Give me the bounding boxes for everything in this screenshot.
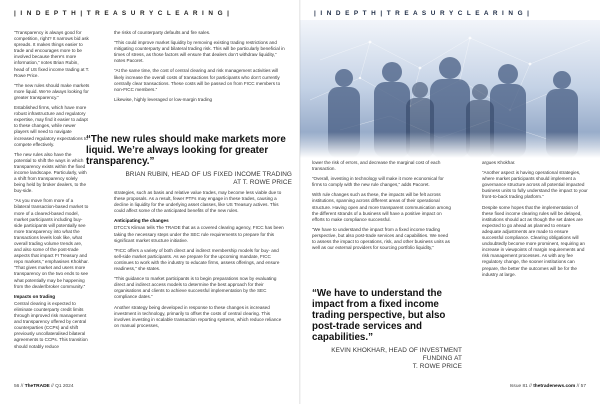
paragraph: “Transparency is always good for competition, right? It narrows bid ask spreads. It makes things easier to trade and encourages more to be involved because there’s more information,” notes Brian Rubin, head of US fixed income trading at T. Rowe Price. (14, 30, 90, 78)
paragraph: “This guidance to market participants is to begin preparations now by evaluating direct and indirect access models to determine the best approach for their organisations and clients to achieve successful implementation by the SEC compliance dates.” (114, 276, 277, 300)
issue-label: Q1 2024 (55, 384, 74, 389)
paragraph: “FICC offers a variety of both direct and indirect membership models for buy- and sell-side market participants. As we prepare for the upcoming mandate, FICC continues to work with the industry to educate firms, assess offerings, and ensure readiness,” she states. (114, 247, 280, 272)
spread-gutter (299, 0, 301, 404)
paragraph: Established firms, which have more robust infrastructure and regulatory expertise, may find it easier to adapt to these changes, while newer players will need to navigate increased regulatory expectations to compete effectively. (14, 105, 88, 147)
paragraph: Central clearing is expected to eliminate counterparty credit limits through improved risk management and transparency offered by central counterparties (CCPs) and shift previously uncollateralised bilateral agreements to CCPs. This transition should notably reduce (14, 300, 88, 349)
paragraph: “Another aspect is having operational strategies, where market participants should implement a governance structure across all potential impacted business units to fully understand the impact to your front-to-back trading platform.” (482, 170, 588, 200)
paragraph: “At the same time, the cost of central clearing and risk management activities will likely increase the overall costs of transactions for participants who don’t currently centrally clear transactions. These costs will be passed on from FICC members to non-FICC members.” (114, 68, 281, 92)
folio-right: Issue 81 // thetradenews.com // 57 (509, 384, 586, 389)
page-number: 56 (14, 384, 20, 389)
folio-left: 56 // TheTRADE // Q1 2024 (14, 384, 74, 389)
left-column-2-top (114, 30, 286, 128)
paragraph: “Overall, investing in technology will make it more economical for firms to comply with the new rule changes,” adds Pacoret. (312, 176, 444, 188)
subhead-impacts: Impacts on trading (14, 293, 56, 299)
paragraph: With rule changes such as these, the impacts will be felt across institutions, spanning across different areas of their operational structure. Having open and more transparent communication among the different strands of a business will have a positive impact on efforts to make compliance successful. (312, 192, 451, 222)
pull-quote-attribution (312, 347, 462, 371)
paragraph: the risks of counterparty defaults and fire sales. (114, 30, 211, 35)
section-label: | I N D E P T H | T R E A S U R Y C L E A R I N G | (314, 10, 531, 17)
website-name: thetradenews.com (533, 384, 576, 389)
attribution-line: BRIAN RUBIN, HEAD OF US FIXED INCOME TRADING (125, 171, 292, 178)
paragraph: Another strategy being developed in response to these changes is increased investment in technology, primarily to offset the costs of central clearing. This involves investing in scalable transaction reporting systems, which reduce reliance on manual processes, (114, 304, 282, 328)
pull-quote-text: “We have to understand the impact from a fixed income trading perspective, but also post-trade services and capabilities.” (312, 288, 446, 343)
pull-quote-attribution (86, 171, 292, 187)
right-column-2 (482, 160, 588, 382)
paragraph: Likewise, highly leveraged or low-margin trading (114, 96, 213, 102)
paragraph: “The new rules should make markets more liquid. We’re always looking for greater transparency.” (14, 82, 90, 100)
paragraph: argues Khokhar. (482, 160, 516, 165)
pull-quote (312, 288, 462, 371)
section-label: | I N D E P T H | T R E A S U R Y C L E A R I N G | (14, 10, 231, 17)
left-column-2-bottom (114, 190, 286, 382)
paragraph: lower the risk of errors, and decrease the marginal cost of each transaction. (312, 160, 441, 172)
pull-quote (86, 134, 292, 187)
subhead-anticipating: Anticipating the changes (114, 218, 169, 224)
attribution-line: KEVIN KHOKHAR, HEAD OF INVESTMENT FUNDING AT (331, 347, 462, 362)
issue-label: Issue 81 (509, 384, 528, 389)
paragraph: Despite some hopes that the implementation of these fixed income clearing rules will be delayed, institutions should act as though the set dates are expected to go ahead as planned to ensure adequate adjustments are made to ensure successful compliance. Clearing obligations will undoubtedly become more prominent, requiring an increase in viewpoints of margin requirements and risk management processes. As with any fee regulatory change, the sooner institutions can prepare, the better the outcomes will be for the industry at large. (482, 204, 585, 277)
pull-quote-text: “The new rules should make markets more liquid. We’re always looking for greater transparency.” (86, 134, 286, 167)
paragraph: strategies, such as basis and relative value trades, may become less viable due to these proposals. As a result, fewer PTFs may engage in these trades, causing a decline in liquidity for the underlying asset classes, like US Treasury actives. This could affect some of the anticipated benefits of the new rules. (114, 190, 282, 214)
magazine-name: TheTRADE (24, 384, 50, 389)
hero-fade (300, 132, 600, 158)
right-column-1 (312, 160, 452, 270)
left-column-1 (14, 30, 90, 382)
paragraph: “This could improve market liquidity by removing existing trading restrictions and mitigating counterparty and bilateral trading risk. This will be particularly beneficial in times of stress, as those factors will ensure that dealers don’t withdraw liquidity,” notes Pacoret. (114, 40, 285, 64)
right-page (300, 0, 600, 404)
paragraph: “We have to understand the impact from a fixed income trading perspective, but also post-trade services and capabilities. We need to assess the impact to operations, risk, and other business units as well as our external providers for sourcing portfolio liquidity,” (312, 226, 450, 251)
paragraph: “As you move from more of a bilateral transaction-based market to more of a cleared-based model, market participants including buy-side participants will potentially see more transparency into what the transactions levels look like, what overall trading volume trends are, and also some of the post-trade aspects that impact FI Treasury and repo markets,” emphasises Khokhar. “That gives market and users more transparency on the two ends to see what potentially may be happening from the dealer/broker community.” (14, 198, 89, 289)
attribution-line: T. ROWE PRICE (412, 363, 462, 370)
paragraph: The new rules also have the potential to shift the ways in which transparency exists within the fixed income landscape. Particularly, with a shift from transparency solely being held by broker dealers, to the buy-side. (14, 151, 87, 194)
attribution-line: AT T. ROWE PRICE (233, 179, 292, 186)
paragraph: DTCC’s Kliman tells The TRADE that as a covered clearing agency, FICC has been taking the necessary steps under the SEC rule requirements to prepare for this significant market structure initiative. (114, 225, 284, 243)
page-number: 57 (580, 384, 586, 389)
hero-image (300, 20, 600, 158)
